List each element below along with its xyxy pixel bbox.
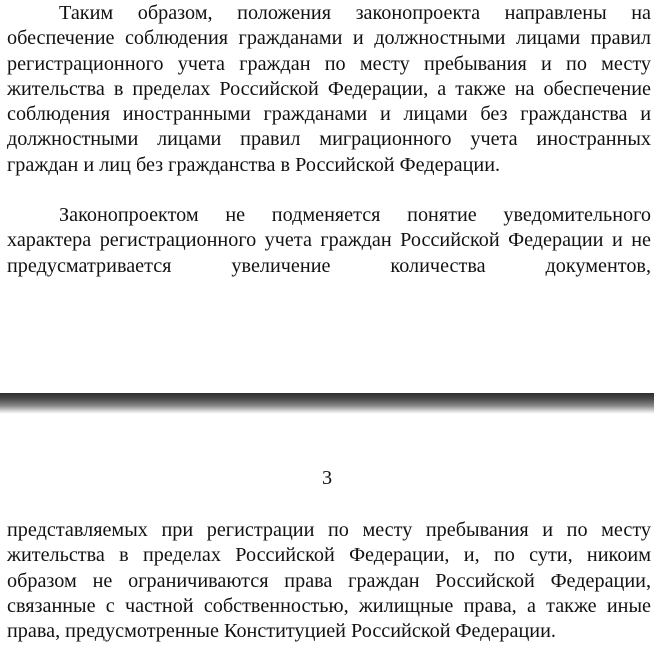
- paragraph-continuation: Законопроектом не подменяется понятие уведомительного характера регистрационного учета граждан Российской Федерации и не предусматривается увеличение количества документов,: [7, 204, 651, 277]
- document-page-lower: [0, 414, 654, 659]
- page-break-divider: [0, 393, 654, 414]
- page-number: 3: [321, 467, 333, 489]
- paragraph-summary: Таким образом, положения законопроекта направлены на обеспечение соблюдения гражданами и должностными лицами правил регистрационного учета граждан по месту пребывания и по месту жительства в пределах Российской Федерации, а также на обеспечение соблюдения иностранными гражданами и лицами без гражданства и должностными лицами правил миграционного учета иностранных граждан и лиц без гражданства в Российской Федерации.: [7, 2, 651, 176]
- paragraph-rights: представляемых при регистрации по месту пребывания и по месту жительства в пределах Российской Федерации, и, по сути, никоим образом не ограничиваются права граждан Российской Федерации, связанные с частной собственностью, жилищные права, а также иные права, предусмотренные Конституцией Российской Федерации.: [7, 519, 651, 643]
